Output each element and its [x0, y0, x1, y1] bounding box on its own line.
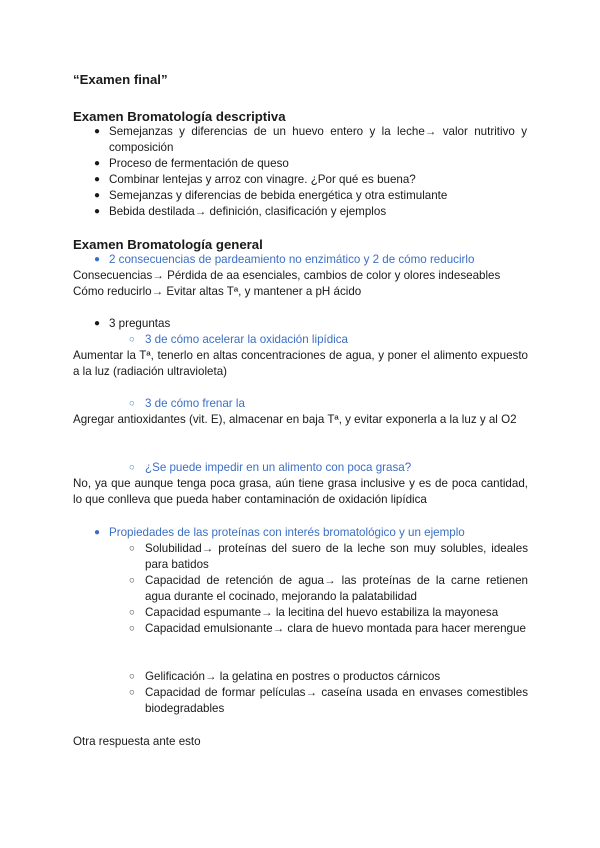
bullet-icon: ●: [94, 527, 101, 538]
sub-bullet-icon: ○: [129, 543, 135, 554]
footer-note: Otra respuesta ante esto: [73, 735, 201, 748]
bullet-icon: ●: [94, 318, 101, 329]
sub-bullet-icon: ○: [129, 462, 135, 473]
list-item: ○ Solubilidad→ proteínas del suero de la leche son muy solubles, ideales para batidos: [129, 542, 528, 571]
bullet-icon: ●: [94, 190, 101, 201]
section-heading-descriptiva: Examen Bromatología descriptiva: [73, 109, 286, 124]
answer-paragraph: Agregar antioxidantes (vit. E), almacenar en baja Tª, y evitar exponerla a la luz y al O2: [73, 413, 517, 426]
bullet-icon: ●: [94, 254, 101, 265]
bullet-icon: ●: [94, 174, 101, 185]
document-page: “Examen final” Examen Bromatología descriptiva ● Semejanzas y diferencias de un huevo entero y la leche→ valor nutritivo y composición ● Proceso de fermentación de queso ● Combinar lentejas y arroz con vinagre. ¿Por qué es buena? ● Semejanzas y diferencias de bebida energética y otra estimulante ● Bebida destilada→ definición, clasificación y ejemplos Examen Bromatología general ● 2 consecuencias de pardeamiento no enzimático y 2 de cómo reducirlo Consecuencias→ Pérdida de aa esenciales, cambios de color y olores indeseables Cómo reducirlo→ Evitar altas Tª, y mantener a pH ácido ● 3 preguntas ○ 3 de cómo acelerar la oxidación lipídica Aumentar la Tª, tenerlo en altas concentraciones de agua, y poner el alimento expuesto a la luz (radiación ultravioleta) ○ 3 de cómo frenar la Agregar antioxidantes (vit. E), almacenar en baja Tª, y evitar exponerla a la luz y al O2 ○ ¿Se puede impedir en un alimento con poca grasa? No, ya que aunque tenga poca grasa, aún tiene grasa inclusive y es de poca cantidad, lo que conlleva que pueda haber contaminación de oxidación lipídica ● Propiedades de las proteínas con interés bromatológico y un ejemplo ○ Solubilidad→ proteínas del suero de la leche son muy solubles, ideales para batidos ○ Capacidad de retención de agua→ las proteínas de la carne retienen agua durante el cocinado, mejorando la palatabilidad ○ Capacidad espumante→ la lecitina del huevo estabiliza la mayonesa ○ Capacidad emulsionante→ clara de huevo montada para hacer merengue ○ Gelificación→ la gelatina en postres o productos cárnicos ○ Capacidad de formar películas→ caseína usada en envases comestibles biodegradables Otra respuesta ante esto: [0, 0, 600, 848]
answer-paragraph: No, ya que aunque tenga poca grasa, aún tiene grasa inclusive y es de poca cantidad, lo que conlleva que pueda haber contaminación de oxidación lipídica: [73, 477, 528, 506]
document-title: “Examen final”: [73, 72, 168, 87]
sub-bullet-icon: ○: [129, 398, 135, 409]
sub-bullet-icon: ○: [129, 623, 135, 634]
answer-line: Cómo reducirlo→ Evitar altas Tª, y mantener a pH ácido: [73, 285, 362, 298]
list-item: ○ Capacidad de retención de agua→ las proteínas de la carne retienen agua durante el cocinado, mejorando la palatabilidad: [129, 574, 528, 603]
section-heading-general: Examen Bromatología general: [73, 237, 263, 252]
answer-line: Consecuencias→ Pérdida de aa esenciales, cambios de color y olores indeseables: [73, 269, 501, 282]
sub-bullet-icon: ○: [129, 334, 135, 345]
bullet-icon: ●: [94, 206, 101, 217]
sub-bullet-icon: ○: [129, 575, 135, 586]
bullet-icon: ●: [94, 158, 101, 169]
list-item: ○ Capacidad de formar películas→ caseína usada en envases comestibles biodegradables: [129, 686, 528, 715]
sub-bullet-icon: ○: [129, 671, 135, 682]
bullet-icon: ●: [94, 126, 101, 137]
list-item: ○ Capacidad emulsionante→ clara de huevo montada para hacer merengue: [129, 622, 526, 635]
sub-bullet-icon: ○: [129, 687, 135, 698]
answer-paragraph: Aumentar la Tª, tenerlo en altas concentraciones de agua, y poner el alimento expuesto a la luz (radiación ultravioleta): [73, 349, 528, 378]
sub-bullet-icon: ○: [129, 607, 135, 618]
list-item: ● Semejanzas y diferencias de un huevo entero y la leche→ valor nutritivo y composición: [94, 125, 527, 154]
